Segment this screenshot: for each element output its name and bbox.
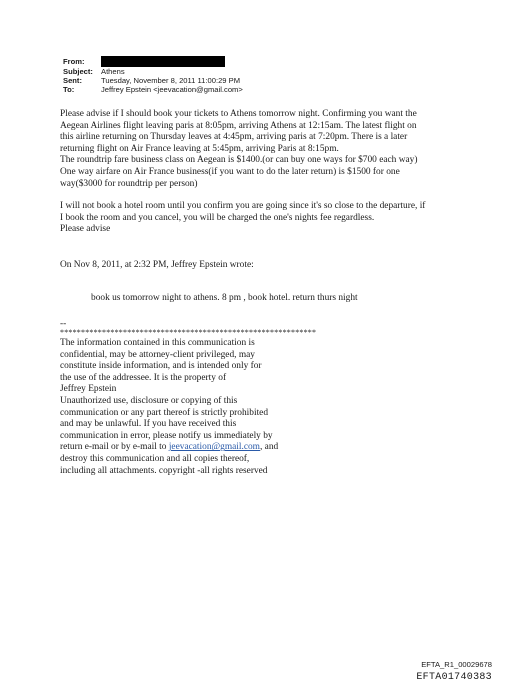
body-line: I will not book a hotel room until you confirm you are going since it's so close to the departure, if [60, 201, 426, 211]
disclaimer-email-line [60, 442, 278, 454]
bates-number-large: EFTA01740383 [416, 672, 492, 683]
to-label: To: [63, 85, 75, 95]
body-paragraph-2 [60, 201, 425, 236]
confidentiality-disclaimer [60, 338, 278, 477]
disclaimer-line: Unauthorized use, disclosure or copying of this [60, 395, 238, 406]
to-value: Jeffrey Epstein <jeevacation@gmail.com> [101, 85, 243, 95]
body-line: One way airfare on Air France business(if you want to do the later return) is $1500 for one [60, 166, 400, 177]
disclaimer-line: communication in error, please notify us immediately by [60, 430, 273, 441]
disclaimer-line: confidential, may be attorney-client privileged, may [60, 349, 255, 360]
body-line: I book the room and you cancel, you will be charged the one's nights fee regardless. [60, 212, 375, 223]
disclaimer-line: Jeffrey Epstein [60, 384, 117, 395]
quote-header: On Nov 8, 2011, at 2:32 PM, Jeffrey Epstein wrote: [60, 260, 254, 270]
disclaimer-line: communication or any part thereof is strictly prohibited [60, 407, 269, 418]
email-line-suffix: , and [259, 442, 279, 453]
email-link[interactable]: jeevacation@gmail.com [168, 442, 260, 453]
body-line: this airline returning on Thursday leaves at 4:45pm, arriving paris at 7:20pm. There is a later [60, 132, 408, 143]
email-header [63, 57, 243, 95]
disclaimer-line: constitute inside information, and is intended only for [60, 361, 262, 372]
disclaimer-line: including all attachments. copyright -all rights reserved [60, 465, 268, 476]
subject-row [63, 67, 243, 76]
body-line: way($3000 for roundtrip per person) [60, 178, 198, 189]
body-line: Please advise if I should book your tickets to Athens tomorrow night. Confirming you want the [60, 109, 417, 119]
redaction-box [101, 56, 225, 67]
from-row [63, 57, 243, 67]
body-line: Aegean Airlines flight leaving paris at 8:05pm, arriving Athens at 12:15am. The latest flight on [60, 120, 417, 131]
signature-dashes: -- [60, 319, 67, 329]
body-line: The roundtrip fare business class on Aegean is $1400.(or can buy one ways for $700 each way) [60, 155, 418, 166]
disclaimer-line: destroy this communication and all copies thereof, [60, 453, 250, 464]
bates-number-small: EFTA_R1_00029678 [421, 660, 492, 669]
sent-value: Tuesday, November 8, 2011 11:00:29 PM [101, 76, 241, 86]
subject-label: Subject: [63, 67, 93, 76]
quoted-message: book us tomorrow night to athens. 8 pm , book hotel. return thurs night [91, 293, 358, 303]
to-row [63, 85, 243, 94]
disclaimer-line: The information contained in this communication is [60, 338, 255, 348]
body-line: returning flight on Air France leaving at 5:45pm, arriving Paris at 8:15pm. [60, 143, 339, 154]
email-line-prefix: return e-mail or by e-mail to [60, 442, 169, 453]
sent-row [63, 76, 243, 85]
disclaimer-line: and may be unlawful. If you have received this [60, 419, 237, 430]
disclaimer-line: the use of the addressee. It is the property of [60, 372, 227, 383]
body-line: Please advise [60, 224, 111, 235]
sent-label: Sent: [63, 76, 82, 86]
signature-stars: ************************************************************* [60, 328, 317, 337]
from-label: From: [63, 57, 85, 66]
subject-value: Athens [101, 67, 125, 76]
body-paragraph-1 [60, 109, 417, 190]
